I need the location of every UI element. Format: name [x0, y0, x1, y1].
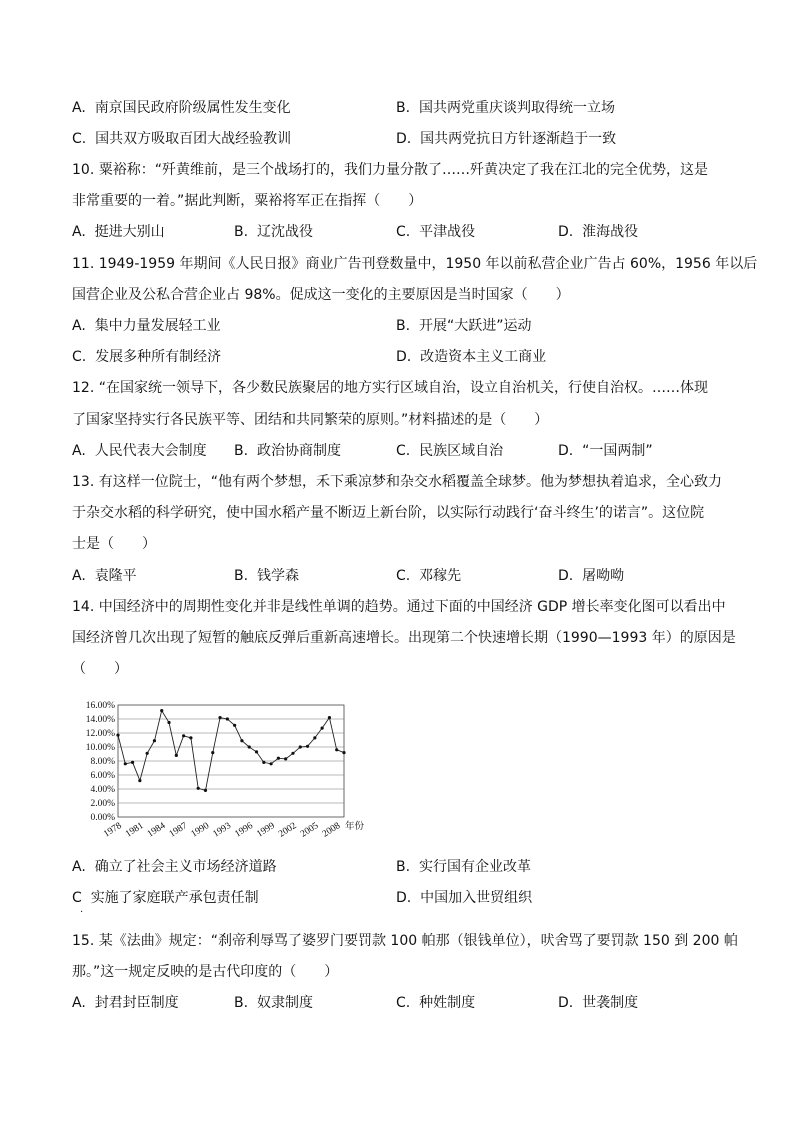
q9-option-d[interactable]: D. 国共两党抗日方针逐渐趋于一致 [396, 131, 617, 147]
data-point [321, 727, 324, 730]
data-point [284, 757, 287, 760]
x-tick-label: 1999 [255, 821, 277, 840]
y-tick-label: 4.00% [90, 785, 115, 795]
q11-option-b[interactable]: B. 开展“大跃进”运动 [396, 318, 532, 334]
data-point [248, 745, 251, 748]
data-point [167, 721, 170, 724]
q11-stem-line2: 国营企业及公私合营企业占 98%。促成这一变化的主要原因是当时国家（ ） [72, 287, 570, 303]
data-point [116, 734, 119, 737]
data-point [291, 752, 294, 755]
data-point [189, 736, 192, 739]
data-point [299, 745, 302, 748]
q10-option-a[interactable]: A. 挺进大别山 [72, 224, 165, 240]
data-point [240, 739, 243, 742]
data-point [233, 724, 236, 727]
x-tick-label: 1993 [211, 821, 233, 840]
q11-stem-line1: 11. 1949-1959 年期间《人民日报》商业广告刊登数量中，1950 年以前私营企业广告占 60%，1956 年以后 [72, 256, 758, 272]
q9-option-b[interactable]: B. 国共两党重庆谈判取得统一立场 [396, 100, 615, 116]
q13-stem-line2: 于杂交水稻的科学研究，使中国水稻产量不断迈上新台阶，以实际行动践行‘奋斗终生’的诺言”。这位院 [72, 505, 705, 521]
q13-stem-line3: 士是（ ） [72, 536, 156, 552]
data-point [124, 762, 127, 765]
q13-option-b[interactable]: B. 钱学森 [234, 568, 299, 584]
x-tick-label: 1981 [124, 821, 146, 840]
data-point [218, 716, 221, 719]
q15-option-a[interactable]: A. 封君封臣制度 [72, 995, 179, 1011]
x-tick-label: 2008 [320, 821, 343, 840]
data-point [160, 709, 163, 712]
chart-y-ticks [86, 701, 115, 823]
data-point [226, 717, 229, 720]
data-point [211, 751, 214, 754]
data-point [197, 787, 200, 790]
q12-stem-line1: 12. “在国家统一领导下，各少数民族聚居的地方实行区域自治，设立自治机关，行使自治权。……体现 [72, 380, 708, 396]
x-tick-label: 1984 [145, 821, 168, 840]
q12-option-b[interactable]: B. 政治协商制度 [234, 443, 341, 459]
q15-stem-line1: 15. 某《法曲》规定：“刹帝利辱骂了婆罗门要罚款 100 帕那（银钱单位），吠舍骂了要罚款 150 到 200 帕 [72, 933, 738, 949]
q12-option-a[interactable]: A. 人民代表大会制度 [72, 443, 207, 459]
q10-stem-line1: 10. 粟裕称：“歼黄维前，是三个战场打的，我们力量分散了……歼黄决定了我在江北的完全优势，这是 [72, 162, 708, 178]
q11-option-d[interactable]: D. 改造资本主义工商业 [396, 349, 547, 365]
q13-option-a[interactable]: A. 袁隆平 [72, 568, 137, 584]
q13-option-c[interactable]: C. 邓稼先 [396, 568, 462, 584]
q12-option-d[interactable]: D. “一国两制” [558, 443, 653, 459]
data-point [182, 734, 185, 737]
chart-x-ticks [102, 821, 342, 840]
data-point [175, 754, 178, 757]
y-tick-label: 14.00% [85, 715, 115, 725]
q12-stem-line2: 了国家坚持实行各民族平等、团结和共同繁荣的原则。”材料描述的是（ ） [72, 412, 549, 428]
q11-option-c[interactable]: C. 发展多种所有制经济 [72, 349, 222, 365]
q15-stem-line2: 那。”这一规定反映的是古代印度的（ ） [72, 964, 339, 980]
q9-option-a[interactable]: A. 南京国民政府阶级属性发生变化 [72, 100, 291, 116]
q15-option-c[interactable]: C. 种姓制度 [396, 995, 476, 1011]
chart-data-points [116, 709, 345, 792]
x-tick-label: 2005 [299, 821, 321, 840]
data-point [204, 789, 207, 792]
y-tick-label: 0.00% [90, 813, 115, 823]
x-tick-label: 2002 [277, 821, 299, 840]
data-point [313, 736, 316, 739]
data-point [328, 716, 331, 719]
x-tick-label: 1978 [102, 821, 124, 840]
y-tick-label: 8.00% [90, 757, 115, 767]
q10-stem-line2: 非常重要的一着。”据此判断，粟裕将军正在指挥（ ） [72, 193, 423, 209]
q14-option-d[interactable]: D. 中国加入世贸组织 [396, 890, 533, 906]
data-point [342, 751, 345, 754]
q14-stem-line3: （ ） [72, 661, 128, 677]
data-point [146, 752, 149, 755]
x-tick-label: 1990 [189, 821, 212, 840]
data-point [306, 745, 309, 748]
q13-option-d[interactable]: D. 屠呦呦 [558, 568, 625, 584]
y-tick-label: 6.00% [90, 771, 115, 781]
stray-dot-mark: · [80, 907, 84, 918]
data-point [131, 761, 134, 764]
data-point [138, 779, 141, 782]
q14-option-a[interactable]: A. 确立了社会主义市场经济道路 [72, 859, 277, 875]
q12-option-c[interactable]: C. 民族区域自治 [396, 443, 504, 459]
q15-option-b[interactable]: B. 奴隶制度 [234, 995, 313, 1011]
q10-option-d[interactable]: D. 淮海战役 [558, 224, 639, 240]
data-point [269, 762, 272, 765]
x-axis-label: 年份 [345, 822, 365, 832]
data-point [277, 757, 280, 760]
y-tick-label: 12.00% [85, 729, 115, 739]
y-tick-label: 16.00% [85, 701, 115, 711]
x-tick-label: 1987 [167, 821, 190, 840]
y-tick-label: 2.00% [90, 799, 115, 809]
x-tick-label: 1996 [233, 821, 255, 840]
q13-stem-line1: 13. 有这样一位院士，“他有两个梦想，禾下乘凉梦和杂交水稻覆盖全球梦。他为梦想执着追求，全心致力 [72, 474, 722, 490]
q14-stem-line2: 国经济曾几次出现了短暂的触底反弹后重新高速增长。出现第二个快速增长期（1990—1993 年）的原因是 [72, 630, 736, 646]
y-tick-label: 10.00% [85, 743, 115, 753]
q15-option-d[interactable]: D. 世袭制度 [558, 995, 639, 1011]
data-point [153, 739, 156, 742]
q10-option-b[interactable]: B. 辽沈战役 [234, 224, 313, 240]
data-point [255, 750, 258, 753]
gdp-growth-line-chart [70, 693, 370, 843]
q9-option-c[interactable]: C. 国共双方吸取百团大战经验教训 [72, 131, 292, 147]
q14-stem-line1: 14. 中国经济中的周期性变化并非是线性单调的趋势。通过下面的中国经济 GDP 增长率变化图可以看出中 [72, 599, 726, 615]
data-point [262, 761, 265, 764]
gdp-series-line [118, 711, 344, 791]
q11-option-a[interactable]: A. 集中力量发展轻工业 [72, 318, 221, 334]
q14-option-b[interactable]: B. 实行国有企业改革 [396, 859, 531, 875]
q14-option-c[interactable]: C 实施了家庭联产承包责任制 [72, 890, 259, 906]
data-point [335, 748, 338, 751]
q10-option-c[interactable]: C. 平津战役 [396, 224, 476, 240]
